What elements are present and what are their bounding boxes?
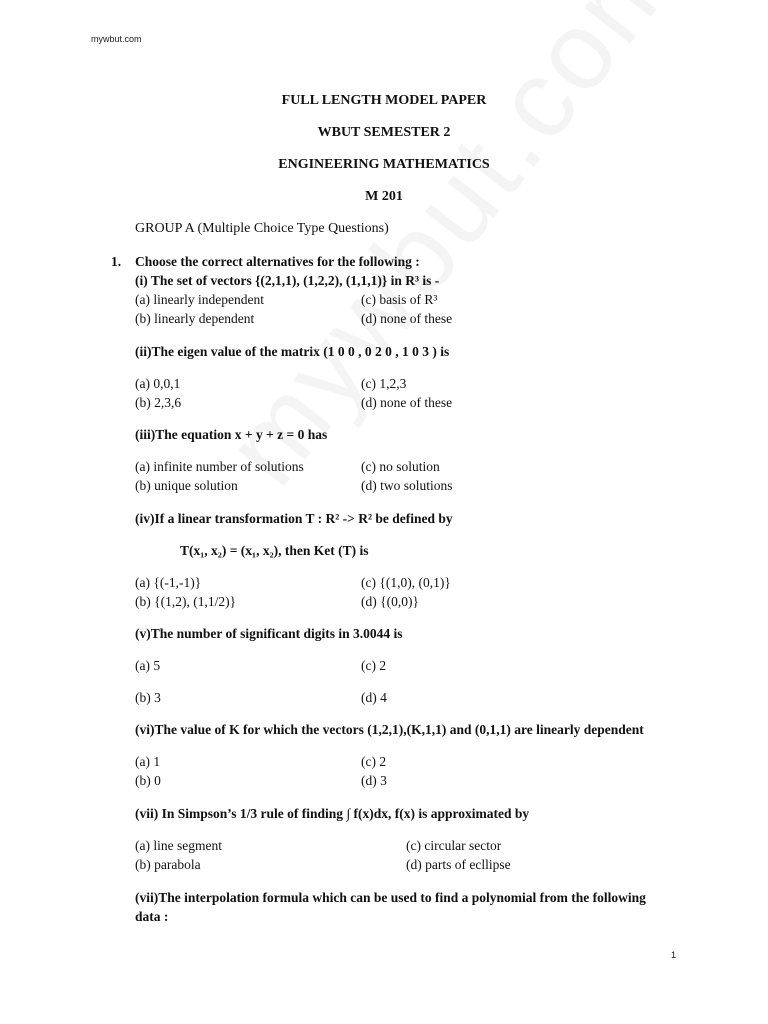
option-iii-d: (d) two solutions xyxy=(361,478,453,493)
option-vi-b: (b) 0 xyxy=(135,773,161,788)
question-iv-stem: (iv)If a linear transformation T : R² -> R² be defined by xyxy=(135,511,453,526)
question-viii-stem-line2: data : xyxy=(135,909,169,924)
option-i-b: (b) linearly dependent xyxy=(135,311,255,326)
option-ii-a: (a) 0,0,1 xyxy=(135,376,181,391)
question-iv-formula: T(x₁, x₂) = (x₁, x₂), then Ket (T) is xyxy=(180,543,369,558)
option-iii-a: (a) infinite number of solutions xyxy=(135,459,304,474)
option-iv-c: (c) {(1,0), (0,1)} xyxy=(361,575,451,590)
site-header: mywbut.com xyxy=(91,34,142,44)
question-intro: Choose the correct alternatives for the following : xyxy=(135,254,420,269)
option-iii-b: (b) unique solution xyxy=(135,478,238,493)
option-ii-b: (b) 2,3,6 xyxy=(135,395,182,410)
option-v-a: (a) 5 xyxy=(135,658,161,673)
option-iv-a: (a) {(-1,-1)} xyxy=(135,575,202,590)
option-iv-d: (d) {(0,0)} xyxy=(361,594,419,609)
option-vii-b: (b) parabola xyxy=(135,857,201,872)
option-vii-a: (a) line segment xyxy=(135,838,222,853)
option-i-a: (a) linearly independent xyxy=(135,292,264,307)
option-ii-d: (d) none of these xyxy=(361,395,453,410)
option-i-d: (d) none of these xyxy=(361,311,453,326)
option-i-c: (c) basis of R³ xyxy=(361,292,438,307)
question-viii-stem-line1: (vii)The interpolation formula which can be used to find a polynomial from the following xyxy=(135,890,646,905)
question-i-stem: (i) The set of vectors {(2,1,1), (1,2,2), (1,1,1)} in R³ is - xyxy=(135,273,440,288)
course-code: M 201 xyxy=(365,189,403,204)
question-iii-stem: (iii)The equation x + y + z = 0 has xyxy=(135,427,328,442)
question-ii-stem: (ii)The eigen value of the matrix (1 0 0 , 0 2 0 , 1 0 3 ) is xyxy=(135,344,450,359)
page-number: 1 xyxy=(671,950,677,960)
option-vii-c: (c) circular sector xyxy=(406,838,502,853)
option-vi-d: (d) 3 xyxy=(361,773,387,788)
option-v-d: (d) 4 xyxy=(361,690,387,705)
question-vi-stem: (vi)The value of K for which the vectors (1,2,1),(K,1,1) and (0,1,1) are linearly dependent xyxy=(135,722,644,737)
question-vii-stem: (vii) In Simpson’s 1/3 rule of finding ∫ f(x)dx, f(x) is approximated by xyxy=(135,806,530,821)
option-vi-a: (a) 1 xyxy=(135,754,161,769)
question-v-stem: (v)The number of significant digits in 3.0044 is xyxy=(135,626,403,641)
option-iv-b: (b) {(1,2), (1,1/2)} xyxy=(135,594,237,609)
paper-title: FULL LENGTH MODEL PAPER xyxy=(281,93,487,108)
option-vii-d: (d) parts of ecllipse xyxy=(406,857,511,872)
option-v-c: (c) 2 xyxy=(361,658,387,673)
subject-title: ENGINEERING MATHEMATICS xyxy=(278,157,490,172)
option-ii-c: (c) 1,2,3 xyxy=(361,376,407,391)
option-vi-c: (c) 2 xyxy=(361,754,387,769)
option-v-b: (b) 3 xyxy=(135,690,161,705)
option-iii-c: (c) no solution xyxy=(361,459,440,474)
semester-title: WBUT SEMESTER 2 xyxy=(317,125,451,140)
question-number: 1. xyxy=(111,254,122,269)
group-a-heading: GROUP A (Multiple Choice Type Questions) xyxy=(135,221,389,236)
